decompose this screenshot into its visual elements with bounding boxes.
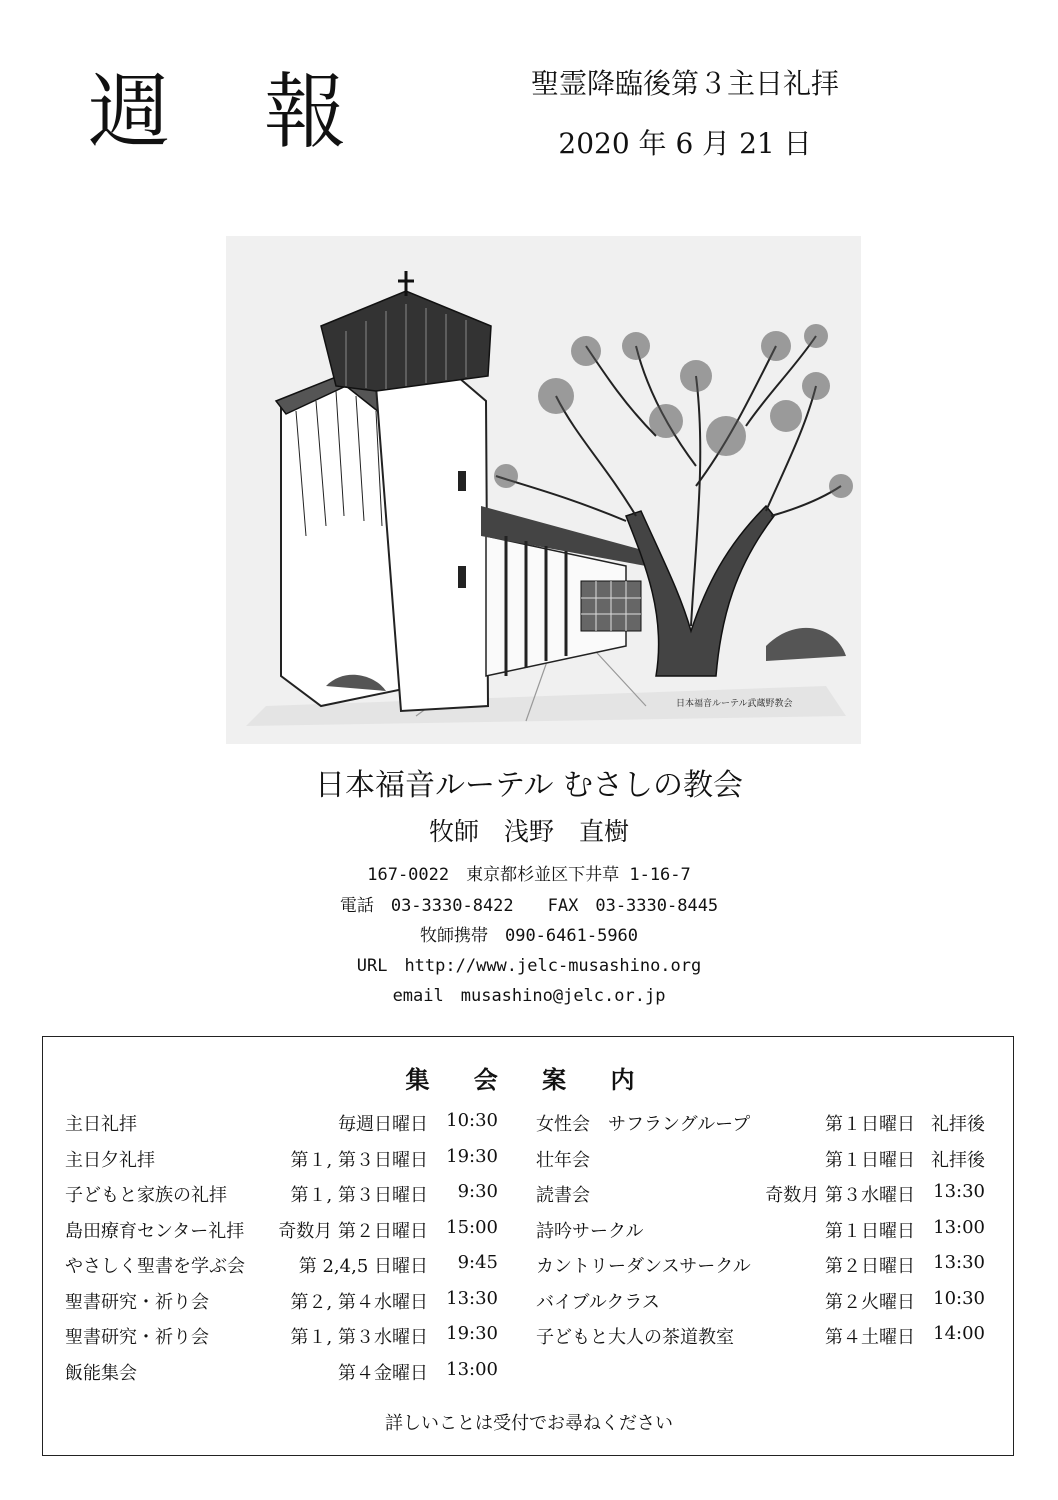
meeting-schedule: 第１, 第３日曜日 <box>290 1149 428 1171</box>
meeting-schedule: 第４金曜日 <box>338 1362 428 1384</box>
meetings-title: 集 会 案 内 <box>405 1065 653 1094</box>
meeting-time: 19:30 <box>446 1145 498 1167</box>
meeting-time: 14:00 <box>933 1323 985 1344</box>
meeting-name: バイブルクラス <box>536 1291 660 1313</box>
meeting-schedule: 第１, 第３日曜日 <box>290 1185 428 1206</box>
meeting-schedule: 第１, 第３水曜日 <box>290 1327 428 1348</box>
meeting-time: 13:30 <box>933 1181 985 1202</box>
meeting-schedule: 第１日曜日 <box>825 1114 915 1135</box>
church-name: 日本福音ルーテル むさしの教会 <box>314 768 744 803</box>
bulletin-title: 週 報 <box>88 65 381 160</box>
meeting-name: 主日夕礼拝 <box>65 1149 155 1171</box>
meeting-schedule: 毎週日曜日 <box>338 1114 428 1135</box>
meeting-name: 読書会 <box>536 1185 590 1206</box>
meeting-name: やさしく聖書を学ぶ会 <box>65 1256 245 1277</box>
church-email: email musashino@jelc.or.jp <box>392 986 666 1006</box>
meeting-schedule: 第１日曜日 <box>825 1220 915 1242</box>
meeting-time: 9:30 <box>457 1181 498 1202</box>
pastor-mobile: 牧師携帯 090-6461-5960 <box>419 926 639 946</box>
meeting-name: 子どもと大人の茶道教室 <box>536 1327 734 1348</box>
meeting-name: 島田療育センター礼拝 <box>65 1220 245 1242</box>
church-address: 167-0022 東京都杉並区下井草 1-16-7 <box>367 865 691 885</box>
meeting-schedule: 第１日曜日 <box>825 1149 915 1171</box>
meeting-name: 壮年会 <box>536 1149 590 1171</box>
meeting-name: 詩吟サークル <box>536 1220 644 1242</box>
meeting-name: 主日礼拝 <box>65 1114 137 1135</box>
meeting-schedule: 第４土曜日 <box>825 1327 915 1348</box>
meeting-time: 礼拝後 <box>931 1149 985 1171</box>
meeting-schedule: 第２日曜日 <box>825 1256 915 1277</box>
church-url: URL http://www.jelc-musashino.org <box>356 956 702 976</box>
sketch-caption: 日本福音ルーテル武蔵野教会 <box>676 699 793 709</box>
meeting-name: 聖書研究・祈り会 <box>65 1291 209 1313</box>
meeting-schedule: 奇数月 第２日曜日 <box>278 1220 428 1242</box>
pastor-name: 牧師 浅野 直樹 <box>428 817 629 846</box>
meeting-time: 13:30 <box>933 1252 985 1273</box>
meeting-schedule: 奇数月 第３水曜日 <box>765 1185 915 1206</box>
meeting-time: 13:00 <box>446 1358 498 1380</box>
meeting-name: 飯能集会 <box>65 1362 137 1384</box>
meeting-time: 13:00 <box>933 1216 985 1238</box>
meeting-name: 子どもと家族の礼拝 <box>65 1185 227 1206</box>
church-sketch <box>226 236 861 744</box>
meeting-name: カントリーダンスサークル <box>536 1256 751 1277</box>
meeting-time: 10:30 <box>446 1110 498 1131</box>
meeting-time: 10:30 <box>933 1287 985 1309</box>
meeting-time: 19:30 <box>446 1323 498 1344</box>
meetings-footer-note: 詳しいことは受付でお尋ねください <box>385 1413 673 1434</box>
service-title: 聖霊降臨後第３主日礼拝 <box>530 67 839 100</box>
meeting-name: 女性会 サフラングループ <box>536 1114 751 1135</box>
meeting-time: 15:00 <box>446 1216 498 1238</box>
meeting-time: 礼拝後 <box>931 1114 985 1135</box>
meetings-box <box>42 1036 1014 1456</box>
church-drawing <box>226 236 861 744</box>
service-date: 2020 年 6 月 21 日 <box>558 127 812 160</box>
meeting-name: 聖書研究・祈り会 <box>65 1327 209 1348</box>
meeting-schedule: 第 2,4,5 日曜日 <box>298 1256 428 1277</box>
meeting-schedule: 第２火曜日 <box>825 1291 915 1313</box>
meeting-schedule: 第２, 第４水曜日 <box>290 1291 428 1313</box>
church-phone: 電話 03-3330-8422 FAX 03-3330-8445 <box>339 896 719 916</box>
meeting-time: 13:30 <box>446 1287 498 1309</box>
meeting-time: 9:45 <box>457 1252 498 1273</box>
